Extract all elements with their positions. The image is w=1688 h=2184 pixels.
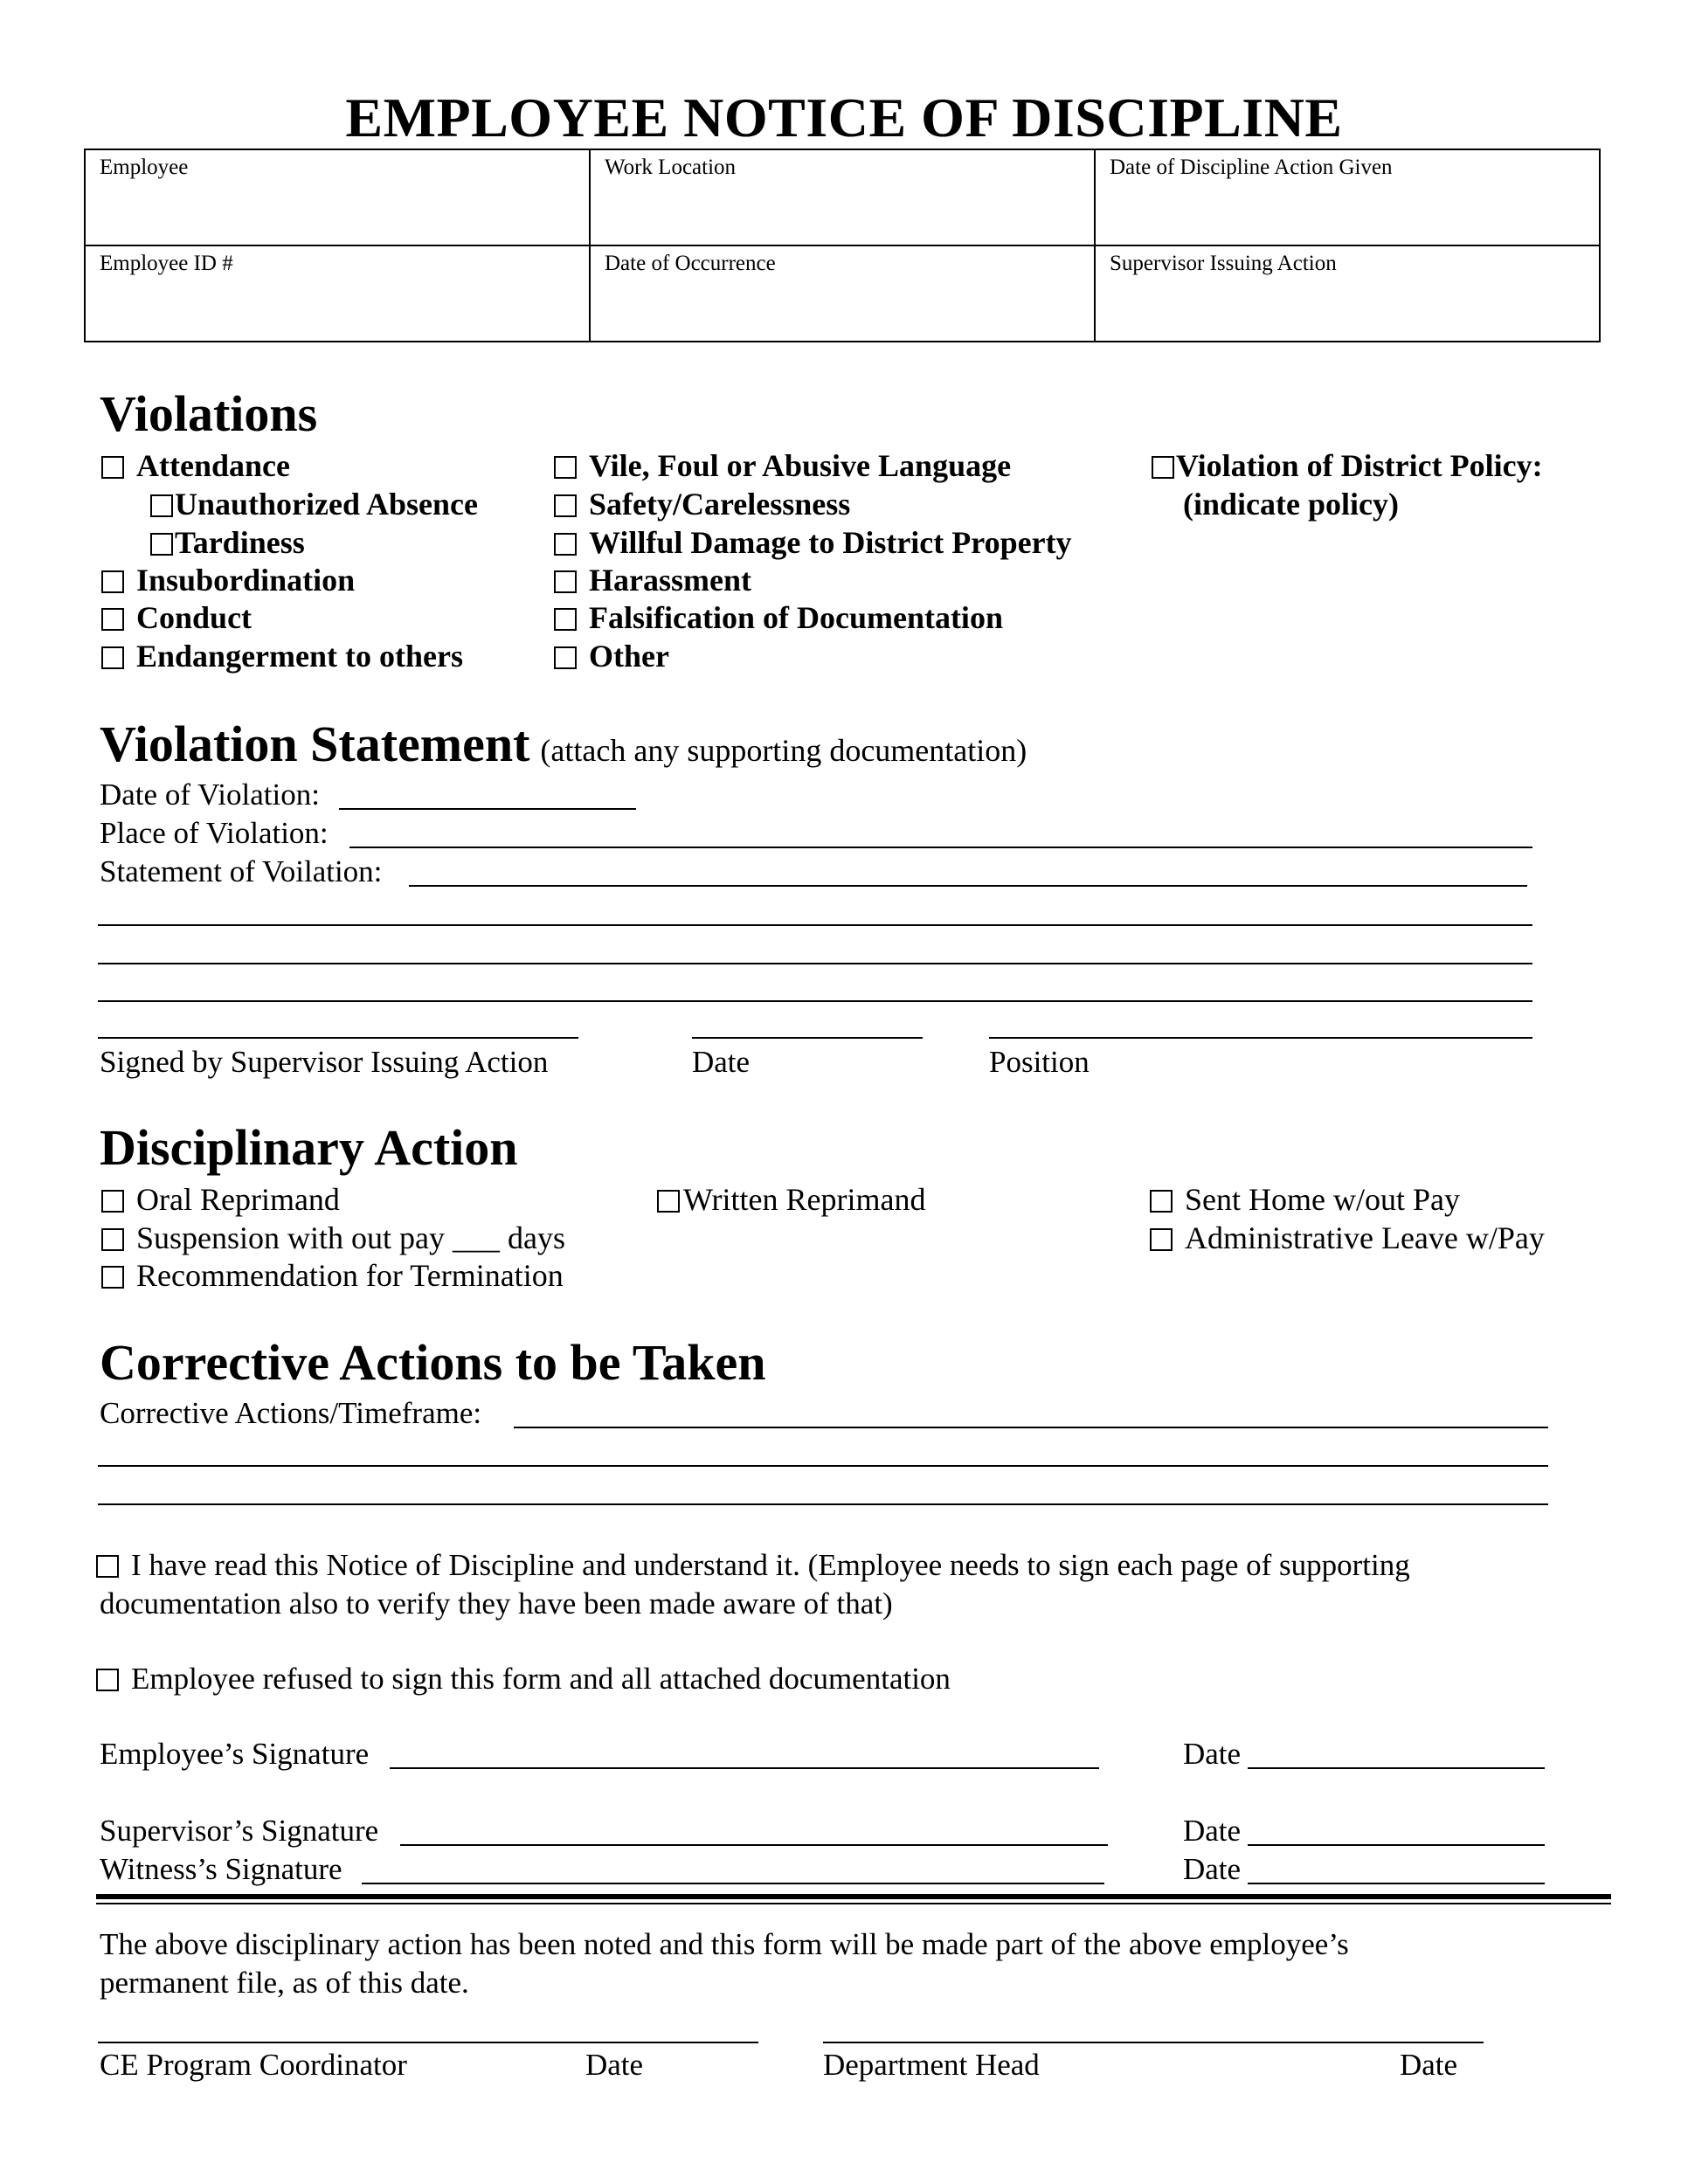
checkbox-falsification[interactable] xyxy=(554,608,577,631)
violation-conduct[interactable] xyxy=(101,599,252,636)
signed-by-supervisor-label: Signed by Supervisor Issuing Action xyxy=(100,1045,549,1079)
supervisor-date-label: Date xyxy=(1183,1814,1242,1848)
checkbox-conduct[interactable] xyxy=(101,608,124,631)
violation-safety-label: Safety/Carelessness xyxy=(589,487,851,522)
action-suspension[interactable] xyxy=(101,1220,565,1256)
statement-of-violation-label: Statement of Voilation: xyxy=(100,854,383,888)
checkbox-other[interactable] xyxy=(554,646,577,669)
witness-signature-line[interactable] xyxy=(362,1883,1104,1884)
supervisor-date-line[interactable] xyxy=(692,1037,923,1039)
violation-district-policy-label: Violation of District Policy: xyxy=(1176,448,1543,483)
divider-thin xyxy=(96,1903,1611,1904)
divider-thick xyxy=(96,1894,1611,1899)
position-label: Position xyxy=(989,1045,1090,1079)
witness-date-label: Date xyxy=(1183,1852,1242,1886)
employee-id-label: Employee ID # xyxy=(100,252,233,275)
action-written-reprimand-label: Written Reprimand xyxy=(683,1182,926,1217)
checkbox-district-policy[interactable] xyxy=(1152,456,1174,479)
coordinator-date-label: Date xyxy=(585,2048,644,2082)
date-of-violation-label: Date of Violation: xyxy=(100,778,320,812)
corrective-line-3[interactable] xyxy=(98,1503,1548,1505)
statement-note: (attach any supporting documentation) xyxy=(540,733,1027,768)
work-location-field[interactable] xyxy=(590,149,1095,245)
coordinator-sign-line[interactable] xyxy=(98,2042,758,2043)
acknowledge-read-line2: documentation also to verify they have been made aware of that) xyxy=(100,1586,893,1621)
checkbox-sent-home[interactable] xyxy=(1150,1190,1173,1213)
violation-tardiness-label: Tardiness xyxy=(175,525,305,560)
supervisor-date-line[interactable] xyxy=(1248,1844,1545,1846)
page-title: EMPLOYEE NOTICE OF DISCIPLINE xyxy=(345,86,1343,149)
witness-date-line[interactable] xyxy=(1248,1883,1545,1884)
checkbox-suspension[interactable] xyxy=(101,1228,124,1251)
action-suspension-label: Suspension with out pay ___ days xyxy=(136,1220,565,1255)
statement-line-1[interactable] xyxy=(409,885,1527,887)
violation-falsification-label: Falsification of Documentation xyxy=(589,600,1003,635)
action-written-reprimand[interactable] xyxy=(657,1181,925,1218)
action-oral-reprimand[interactable] xyxy=(101,1181,340,1218)
checkbox-unauthorized-absence[interactable] xyxy=(150,494,173,517)
statement-line-4[interactable] xyxy=(98,1000,1532,1002)
checkbox-willful-damage[interactable] xyxy=(554,533,577,556)
violation-unauthorized-absence[interactable] xyxy=(150,486,478,522)
violation-conduct-label: Conduct xyxy=(136,600,253,635)
acknowledge-refused[interactable] xyxy=(96,1662,951,1697)
violation-tardiness[interactable] xyxy=(150,524,305,561)
employee-field[interactable] xyxy=(85,149,590,245)
corrective-heading: Corrective Actions to be Taken xyxy=(100,1334,766,1391)
supervisor-issuing-label: Supervisor Issuing Action xyxy=(1110,252,1337,275)
employee-date-line[interactable] xyxy=(1248,1767,1545,1769)
action-sent-home[interactable] xyxy=(1150,1181,1460,1218)
violation-safety[interactable] xyxy=(554,486,850,522)
action-oral-reprimand-label: Oral Reprimand xyxy=(136,1182,340,1217)
employee-signature-label: Employee’s Signature xyxy=(100,1737,370,1771)
action-admin-leave-label: Administrative Leave w/Pay xyxy=(1185,1220,1545,1255)
checkbox-attendance[interactable] xyxy=(101,456,124,479)
checkbox-admin-leave[interactable] xyxy=(1150,1228,1173,1251)
date-of-violation-line[interactable] xyxy=(339,808,636,810)
violation-endangerment[interactable] xyxy=(101,638,463,674)
acknowledge-read[interactable] xyxy=(96,1548,1410,1583)
supervisor-signature-label: Supervisor’s Signature xyxy=(100,1814,379,1848)
violation-district-policy[interactable] xyxy=(1152,447,1543,484)
action-termination-label: Recommendation for Termination xyxy=(136,1258,564,1293)
witness-signature-label: Witness’s Signature xyxy=(100,1852,342,1886)
supervisor-signature-line[interactable] xyxy=(400,1844,1108,1846)
date-action-given-field[interactable] xyxy=(1095,149,1600,245)
employee-label: Employee xyxy=(100,156,189,179)
acknowledge-read-line1: I have read this Notice of Discipline and understand it. (Employee needs to sign each page of supporting xyxy=(131,1548,1410,1582)
checkbox-tardiness[interactable] xyxy=(150,533,173,556)
violation-other-label: Other xyxy=(589,639,669,674)
violation-attendance-label: Attendance xyxy=(136,448,290,483)
checkbox-vile-language[interactable] xyxy=(554,456,577,479)
action-sent-home-label: Sent Home w/out Pay xyxy=(1185,1182,1460,1217)
supervisor-issuing-field[interactable] xyxy=(1095,245,1600,342)
employee-signature-line[interactable] xyxy=(390,1767,1099,1769)
dept-head-label: Department Head xyxy=(823,2048,1040,2082)
employee-date-label: Date xyxy=(1183,1737,1242,1771)
violation-attendance[interactable] xyxy=(101,447,290,484)
checkbox-termination[interactable] xyxy=(101,1266,124,1289)
place-of-violation-line[interactable] xyxy=(349,847,1532,848)
checkbox-insubordination[interactable] xyxy=(101,570,124,593)
action-termination[interactable] xyxy=(101,1257,564,1294)
place-of-violation-label: Place of Violation: xyxy=(100,816,329,850)
violation-harassment[interactable] xyxy=(554,562,751,598)
violation-insubordination-label: Insubordination xyxy=(136,563,356,598)
disciplinary-heading: Disciplinary Action xyxy=(100,1119,518,1176)
checkbox-refused[interactable] xyxy=(96,1669,119,1691)
violation-vile-language-label: Vile, Foul or Abusive Language xyxy=(589,448,1012,483)
corrective-line-1[interactable] xyxy=(514,1427,1548,1428)
checkbox-acknowledge-read[interactable] xyxy=(96,1555,119,1578)
checkbox-harassment[interactable] xyxy=(554,570,577,593)
statement-heading: Violation Statement xyxy=(100,715,530,772)
violation-falsification[interactable] xyxy=(554,599,1003,636)
supervisor-sign-line[interactable] xyxy=(98,1037,578,1039)
checkbox-oral-reprimand[interactable] xyxy=(101,1190,124,1213)
acknowledge-refused-label: Employee refused to sign this form and all attached documentation xyxy=(131,1662,951,1696)
statement-line-2[interactable] xyxy=(98,924,1532,926)
coordinator-label: CE Program Coordinator xyxy=(100,2048,407,2082)
checkbox-endangerment[interactable] xyxy=(101,646,124,669)
date-occurrence-field[interactable] xyxy=(590,245,1095,342)
position-line[interactable] xyxy=(989,1037,1532,1039)
violation-willful-damage[interactable] xyxy=(554,524,1072,561)
statement-line-3[interactable] xyxy=(98,963,1532,964)
violation-harassment-label: Harassment xyxy=(589,563,751,598)
work-location-label: Work Location xyxy=(605,156,737,179)
checkbox-safety[interactable] xyxy=(554,494,577,517)
violation-district-policy-note: (indicate policy) xyxy=(1183,487,1399,522)
footer-note-line2: permanent file, as of this date. xyxy=(100,1966,469,2000)
employee-id-field[interactable] xyxy=(85,245,590,342)
corrective-label: Corrective Actions/Timeframe: xyxy=(100,1396,482,1430)
statement-heading-row xyxy=(100,715,1027,773)
date-action-given-label: Date of Discipline Action Given xyxy=(1110,156,1393,179)
dept-head-date-label: Date xyxy=(1400,2048,1458,2082)
footer-note-line1: The above disciplinary action has been noted and this form will be made part of the above employee’s xyxy=(100,1927,1349,1961)
employee-info-table xyxy=(84,149,1601,342)
dept-head-sign-line[interactable] xyxy=(823,2042,1484,2043)
statement-date-label: Date xyxy=(692,1045,751,1079)
checkbox-written-reprimand[interactable] xyxy=(657,1190,680,1213)
violation-unauthorized-absence-label: Unauthorized Absence xyxy=(175,487,479,522)
violation-other[interactable] xyxy=(554,638,669,674)
violation-willful-damage-label: Willful Damage to District Property xyxy=(589,525,1072,560)
violation-vile-language[interactable] xyxy=(554,447,1011,484)
date-occurrence-label: Date of Occurrence xyxy=(605,252,776,275)
violation-endangerment-label: Endangerment to others xyxy=(136,639,463,674)
corrective-line-2[interactable] xyxy=(98,1465,1548,1467)
violation-insubordination[interactable] xyxy=(101,562,355,598)
action-admin-leave[interactable] xyxy=(1150,1220,1545,1256)
violations-heading: Violations xyxy=(100,385,318,442)
